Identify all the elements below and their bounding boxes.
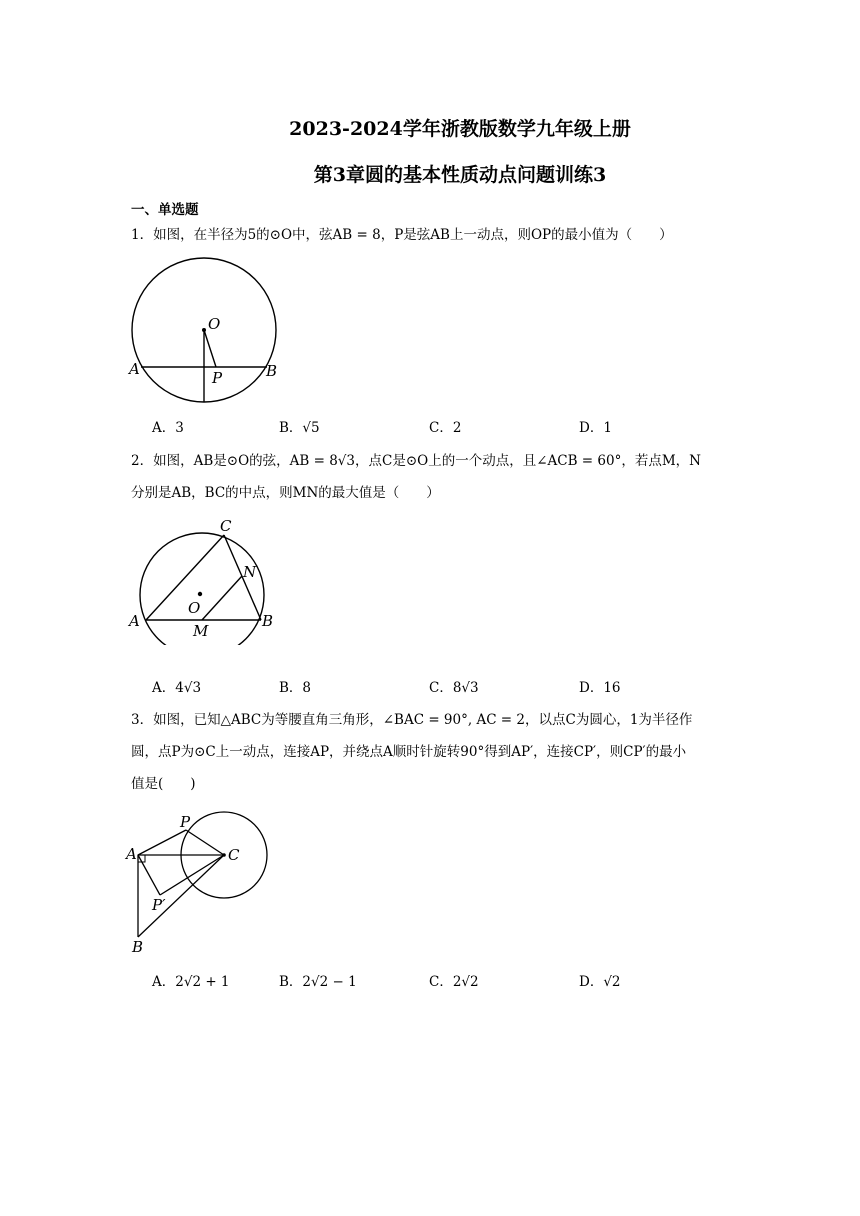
question-1-text: 如图，在半径为5的⊙O中，弦AB = 8，P是弦AB上一动点，则OP的最小值为（ ） xyxy=(153,227,673,243)
q3-option-c[interactable]: C．2√2 xyxy=(429,974,479,990)
question-1-number: 1． xyxy=(131,227,154,243)
label-c: C xyxy=(220,517,232,535)
q3-option-d[interactable]: D．√2 xyxy=(579,974,621,990)
question-1-figure xyxy=(120,250,290,410)
label-a: A xyxy=(129,360,140,378)
label-b: B xyxy=(262,612,274,630)
question-3-text-1: 如图，已知△ABC为等腰直角三角形，∠BAC = 90°, AC = 2，以点C为圆心，1为半径作 xyxy=(153,712,693,728)
label-o: O xyxy=(208,315,221,333)
question-2-line-1 xyxy=(131,445,737,477)
segment-cp-prime xyxy=(160,855,224,895)
question-3-text-2: 圆，点P为⊙C上一动点，连接AP，并绕点A顺时针旋转90°得到AP′，连接CP′，则CP′的最小 xyxy=(131,744,687,760)
question-3-text-3: 值是( ) xyxy=(131,776,196,792)
question-1-options xyxy=(152,416,752,438)
label-a: A xyxy=(126,845,137,863)
q2-option-c[interactable]: C．8√3 xyxy=(429,680,479,696)
q2-option-d[interactable]: D．16 xyxy=(579,680,621,696)
segment-pc xyxy=(186,830,224,855)
question-2-number: 2． xyxy=(131,453,154,469)
segment-op xyxy=(204,330,216,367)
question-1 xyxy=(131,219,737,251)
question-2-text-1: 如图，AB是⊙O的弦，AB = 8√3，点C是⊙O上的一个动点，且∠ACB = 60°，若点M，N xyxy=(153,453,701,469)
label-c: C xyxy=(228,846,240,864)
center-point-o xyxy=(198,592,202,596)
label-o: O xyxy=(188,599,201,617)
title-line-2: 第3章圆的基本性质动点问题训练3 xyxy=(313,164,607,186)
label-b: B xyxy=(132,938,144,956)
question-3-options xyxy=(152,970,752,992)
segment-ac xyxy=(146,535,224,620)
question-2-options xyxy=(152,676,752,698)
question-3 xyxy=(131,704,737,800)
q2-option-a[interactable]: A．4√3 xyxy=(152,680,202,696)
q2-option-b[interactable]: B．8 xyxy=(279,680,312,696)
question-2 xyxy=(131,445,737,509)
question-3-number: 3． xyxy=(131,712,154,728)
section-heading: 一、单选题 xyxy=(131,202,199,218)
title-line-1: 2023-2024学年浙教版数学九年级上册 xyxy=(289,118,631,140)
center-point-o xyxy=(202,328,206,332)
q1-option-a[interactable]: A．3 xyxy=(152,420,184,436)
question-3-line-1 xyxy=(131,704,737,736)
q1-option-b[interactable]: B．√5 xyxy=(279,420,320,436)
segment-ap xyxy=(138,830,186,855)
question-3-figure xyxy=(124,805,274,960)
question-2-figure xyxy=(124,515,284,645)
segment-ap-prime xyxy=(138,855,160,895)
q3-option-b[interactable]: B．2√2 − 1 xyxy=(279,974,357,990)
q3-option-a[interactable]: A．2√2 + 1 xyxy=(152,974,230,990)
q1-option-c[interactable]: C．2 xyxy=(429,420,462,436)
segment-mn xyxy=(202,576,242,620)
point-c xyxy=(222,853,226,857)
label-n: N xyxy=(243,563,257,581)
label-m: M xyxy=(193,622,209,640)
label-p: P xyxy=(212,369,223,387)
question-2-text-2: 分别是AB，BC的中点，则MN的最大值是（ ） xyxy=(131,485,440,501)
q1-option-d[interactable]: D．1 xyxy=(579,420,612,436)
label-p-prime: P′ xyxy=(152,896,166,914)
label-a: A xyxy=(129,612,140,630)
label-p: P xyxy=(180,813,191,831)
label-b: B xyxy=(266,362,278,380)
